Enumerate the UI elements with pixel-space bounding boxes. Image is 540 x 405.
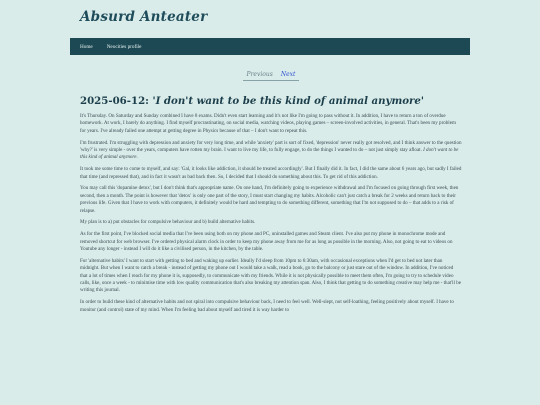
post-body	[80, 113, 462, 318]
nav-neocities-profile-link[interactable]: Neocities profile	[106, 43, 142, 50]
paragraph-7: For 'alternative habits' I want to start with getting to bed and waking up earlier. Ideally I'd sleep from 10pm to 6:30am, with occasional exceptions when I'd get to bed not later than midnight. But when I want to catch a break - instead of getting my phone out I would take a walk, read a book, go to the balcony or just stare out of the window. In addition, I've noticed that a lot of times when I reach for my phone it is, supposedly, to communicate with my friends. While it is not physically possible to meet them often, I'm going to try to schedule video calls, like, once a week - to minimise time with low quality communication that's also breaking my attention span. Also, I think that getting to do something creative may help me - that'll be writing this journal.	[80, 257, 461, 294]
paragraph-2-emphasis: I don't want to be this kind of animal anymore	[80, 147, 459, 161]
nav-home-link[interactable]: Home	[80, 43, 93, 50]
post-title	[80, 95, 424, 107]
paragraph-6: As for the first point, I've blocked social media that I've been using both on my phone and PC, uninstalled games and Steam client. I've also put my phone in monochrome mode and removed shortcut for web browser. I've ordered physical alarm clock in order to keep my phone away from me for as long as possible in the morning. Also, not going to eat to videos on Youtube any longer - instead I will do it like a civilised person, in the kitchen, by the table.	[80, 231, 453, 253]
paragraph-2-period: .	[136, 154, 138, 161]
paragraph-5: My plan is to a) put obstacles for compulsive behaviour and b) build alternative habits.	[80, 219, 256, 226]
post-title-quote: 'I don't want to be this kind of animal anymore'	[152, 95, 424, 107]
paragraph-2-text: I'm frustrated. I'm struggling with depression and anxiety for very long time, and while 'anxiety' part is sort of fixed, 'depression' never really got resolved, and I think answer to the question 'why?' is very simple - over the years, computers have rotten my brain. I want to live my life, to fully engage, to do the things I wanted to do – not just simply stay afloat.	[80, 139, 462, 154]
paragraph-3: It took me some time to come to myself, and say: 'Gal, it looks like addiction, it should be treated accordingly'. But I finally did it. In fact, I did the same about 6 years ago, but sadly I failed that time (and repressed that), and in fact it wasn't as bad back then. So, I decided that I should do something about this. To get rid of this addiction.	[80, 166, 462, 180]
site-title[interactable]: Absurd Anteater	[80, 9, 208, 25]
paragraph-8: In order to build these kind of alternative habits and not spiral into compulsive behaviour back, I need to feel well. Well-slept, not self-loathing, feeling positively about myself. I have to monitor (and control) state of my mind. When I'm feeling bad about myself and tired it is way harder to	[80, 299, 454, 313]
previous-link[interactable]: Previous	[246, 70, 273, 78]
paragraph-2	[80, 140, 462, 162]
paragraph-1: It's Thursday. On Saturday and Sunday combined I have 8 exams. Didn't even start learning and it's not like I'm going to pass without it. In addition, I have to return a ton of overdue homework. At work, I barely do anything. I find myself procrastinating, on social media, watching videos, playing games – screen-involved activities, in general. That's been my problem for years. I've already failed one attempt at getting degree in Physics because of that – I don't want to repeat this.	[80, 113, 456, 134]
main-navbar	[70, 38, 470, 55]
next-link[interactable]: Next	[280, 70, 296, 78]
post-date: 2025-06-12:	[80, 95, 153, 107]
post-pager	[243, 68, 299, 81]
paragraph-4: You may call this 'dopamine detox', but I don't think that's appropriate name. On one hand, I'm definitely going to experience withdrawal and I'm focused on going through first week, then second, then a month. The point is however that 'detox' is only one part of the story, I must start changing my habits. Alcoholic can't just catch a break for 2 weeks and return back to their previous life. Given that I have to work with computers, it definitely would be hard and tempting to do something different, something that I'm not supposed to do – that adds to a risk of relapse.	[80, 185, 459, 214]
